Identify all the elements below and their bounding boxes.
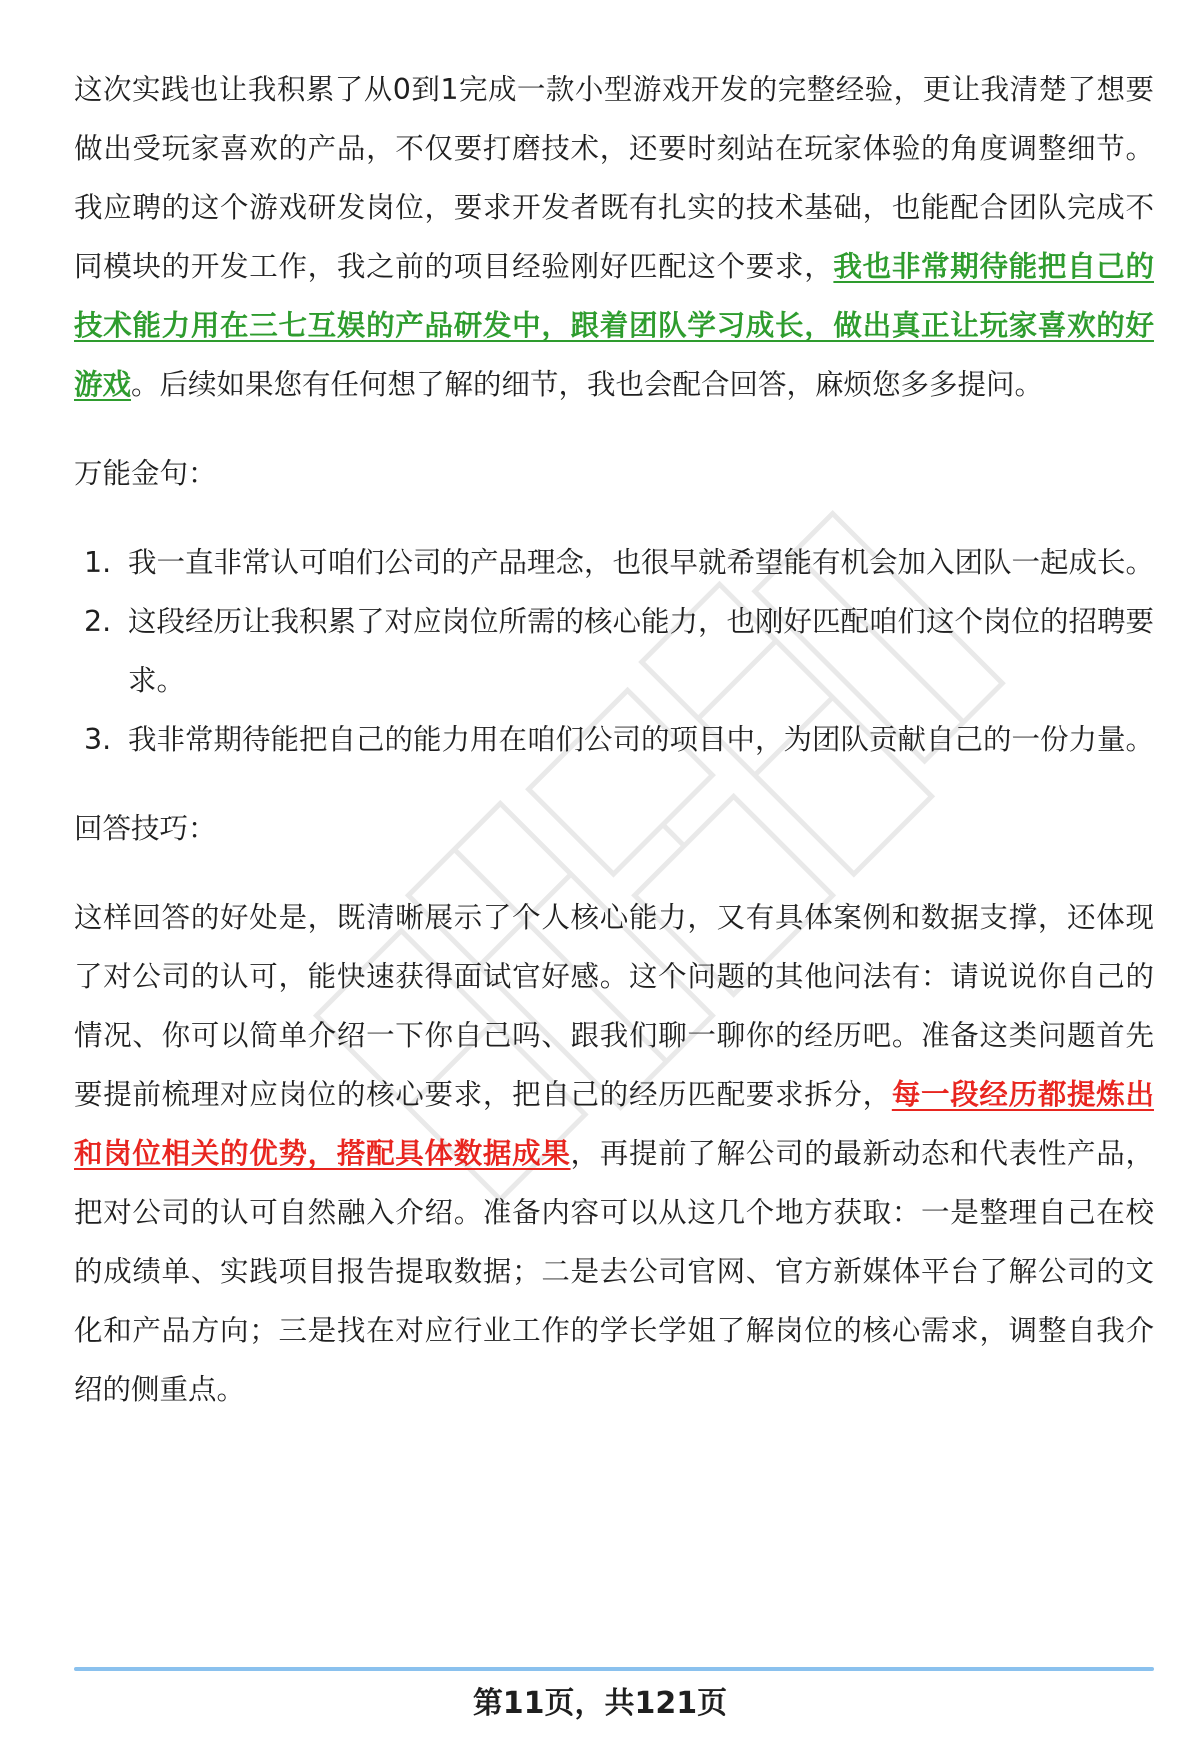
list-item-number: 2. — [84, 605, 112, 638]
list-item-number: 1. — [84, 546, 112, 579]
paragraph2-text-before: 这样回答的好处是，既清晰展示了个人核心能力，又有具体案例和数据支撑，还体现了对公司的认可，能快速获得面试官好感。这个问题的其他问法有：请说说你自己的情况、你可以简单介绍一下你自己吗、跟我们聊一聊你的经历吧。准备这类问题首先要提前梳理对应岗位的核心要求，把自己的经历匹配要求拆分， — [74, 901, 1154, 1111]
document-page — [74, 60, 1154, 1419]
list-item-text: 我非常期待能把自己的能力用在咱们公司的项目中，为团队贡献自己的一份力量。 — [128, 723, 1155, 756]
paragraph1-text-before: 这次实践也让我积累了从0到1完成一款小型游戏开发的完整经验，更让我清楚了想要做出受玩家喜欢的产品，不仅要打磨技术，还要时刻站在玩家体验的角度调整细节。我应聘的这个游戏研发岗位，要求开发者既有扎实的技术基础，也能配合团队完成不同模块的开发工作，我之前的项目经验刚好匹配这个要求， — [74, 73, 1154, 283]
list-item-text: 我一直非常认可咱们公司的产品理念，也很早就希望能有机会加入团队一起成长。 — [128, 546, 1155, 579]
page-number: 第11页，共121页 — [472, 1686, 728, 1721]
list-item-number: 3. — [84, 723, 112, 756]
list-item-text: 这段经历让我积累了对应岗位所需的核心能力，也刚好匹配咱们这个岗位的招聘要求。 — [128, 605, 1155, 697]
list-item — [74, 533, 1154, 592]
list-item — [74, 710, 1154, 769]
list-item — [74, 592, 1154, 710]
paragraph2-text-after: ，再提前了解公司的最新动态和代表性产品，把对公司的认可自然融入介绍。准备内容可以从这几个地方获取：一是整理自己在校的成绩单、实践项目报告提取数据；二是去公司官网、官方新媒体平台了解公司的文化和产品方向；三是找在对应行业工作的学长学姐了解岗位的核心需求，调整自我介绍的侧重点。 — [74, 1137, 1154, 1406]
section-label-golden-sentences: 万能金句： — [74, 457, 217, 490]
golden-sentences-list — [74, 533, 1154, 769]
paragraph1-text-after: 。后续如果您有任何想了解的细节，我也会配合回答，麻烦您多多提问。 — [131, 368, 1044, 401]
footer-divider — [74, 1667, 1154, 1671]
paragraph-answer-tips — [74, 888, 1154, 1419]
paragraph2-highlight: 每一段经历都提炼出和岗位相关的优势，搭配具体数据成果 — [74, 1078, 1154, 1170]
paragraph1-highlight: 我也非常期待能把自己的技术能力用在三七互娱的产品研发中，跟着团队学习成长，做出真正让玩家喜欢的好游戏 — [74, 250, 1154, 401]
section-label-answer-tips: 回答技巧： — [74, 812, 217, 845]
paragraph-practice-summary — [74, 60, 1154, 414]
